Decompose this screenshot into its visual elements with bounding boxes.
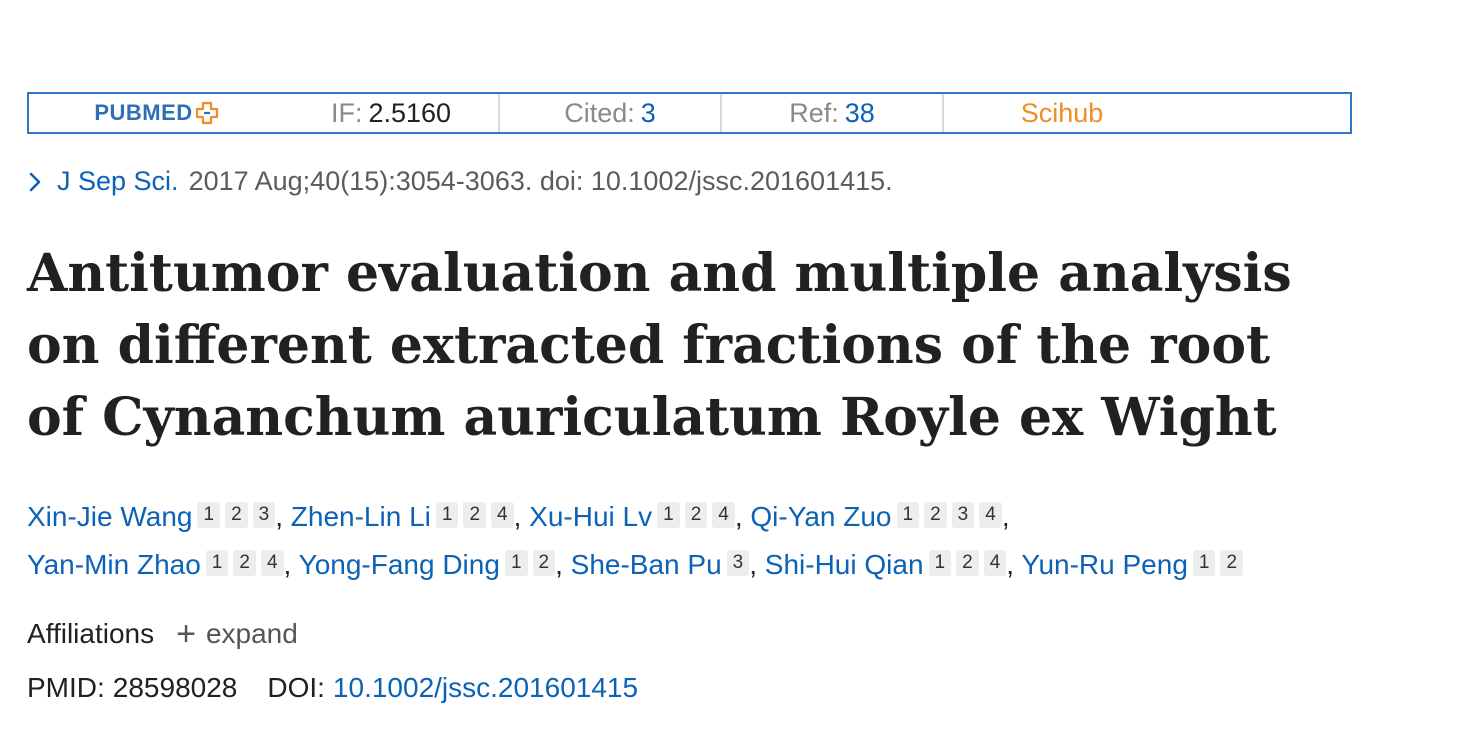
scihub-cell[interactable] <box>944 94 1180 132</box>
expand-label: expand <box>205 618 298 649</box>
affiliation-badge[interactable]: 1 <box>197 502 220 528</box>
affiliation-badge[interactable]: 1 <box>505 550 528 576</box>
cited-value[interactable]: 3 <box>640 97 656 128</box>
affiliation-badge[interactable]: 3 <box>952 502 975 528</box>
author-separator: , <box>1006 549 1022 580</box>
author-separator: , <box>283 549 299 580</box>
affiliation-badge[interactable]: 4 <box>979 502 1002 528</box>
author-link[interactable]: Xin-Jie Wang <box>27 501 193 532</box>
doi-link[interactable]: 10.1002/jssc.201601415 <box>332 672 639 703</box>
impact-factor <box>284 94 500 132</box>
affiliation-badge[interactable]: 2 <box>1220 550 1243 576</box>
cited-count[interactable] <box>500 94 722 132</box>
author-link[interactable]: Zhen-Lin Li <box>290 501 431 532</box>
affiliation-badge[interactable]: 2 <box>956 550 979 576</box>
affiliations-label: Affiliations <box>27 618 155 649</box>
affiliation-badge[interactable]: 4 <box>261 550 284 576</box>
affiliation-badge[interactable]: 2 <box>685 502 708 528</box>
impact-factor-value: 2.5160 <box>368 97 452 128</box>
article-title: Antitumor evaluation and multiple analysis on different extracted fractions of the root of Cynanchum auriculatum Royle ex Wight <box>27 243 1292 448</box>
affiliations-row <box>27 617 298 651</box>
ref-label: Ref: <box>789 97 839 128</box>
impact-factor-label: IF: <box>330 97 363 128</box>
citation-details: 2017 Aug;40(15):3054-3063. doi: 10.1002/jssc.201601415. <box>188 166 893 196</box>
author-link[interactable]: She-Ban Pu <box>570 549 722 580</box>
author-separator: , <box>275 501 291 532</box>
author-link[interactable]: Yan-Min Zhao <box>27 549 201 580</box>
journal-link[interactable]: J Sep Sci. <box>57 166 179 196</box>
author-separator: , <box>749 549 765 580</box>
pmid-value: 28598028 <box>112 672 238 703</box>
affiliation-badge[interactable]: 1 <box>897 502 920 528</box>
affiliation-badge[interactable]: 3 <box>727 550 750 576</box>
affiliation-badge[interactable]: 4 <box>491 502 514 528</box>
pubmed-logo-text: PUBMED <box>94 100 193 125</box>
author-link[interactable]: Yun-Ru Peng <box>1021 549 1188 580</box>
affiliation-badge[interactable]: 2 <box>225 502 248 528</box>
author-separator: , <box>555 549 571 580</box>
reference-count[interactable] <box>722 94 944 132</box>
affiliation-badge[interactable]: 2 <box>233 550 256 576</box>
scihub-link[interactable]: Scihub <box>1020 97 1104 128</box>
affiliation-badge[interactable]: 2 <box>533 550 556 576</box>
affiliation-badge[interactable]: 1 <box>929 550 952 576</box>
expand-affiliations-button[interactable] <box>176 617 298 651</box>
cited-label: Cited: <box>564 97 635 128</box>
plus-icon: + <box>176 615 196 653</box>
affiliation-badge[interactable]: 2 <box>924 502 947 528</box>
author-link[interactable]: Xu-Hui Lv <box>529 501 653 532</box>
author-separator: , <box>513 501 530 532</box>
author-separator: , <box>1001 501 1010 532</box>
author-link[interactable]: Qi-Yan Zuo <box>750 501 892 532</box>
article-info-bar <box>27 92 1352 134</box>
author-link[interactable]: Shi-Hui Qian <box>764 549 924 580</box>
author-link[interactable]: Yong-Fang Ding <box>298 549 500 580</box>
identifiers-row <box>27 672 638 704</box>
chevron-right-icon[interactable] <box>27 171 43 193</box>
pmid-label: PMID: <box>27 672 105 703</box>
ref-value[interactable]: 38 <box>844 97 875 128</box>
affiliation-badge[interactable]: 1 <box>436 502 459 528</box>
affiliation-badge[interactable]: 1 <box>657 502 680 528</box>
affiliation-badge[interactable]: 4 <box>712 502 735 528</box>
citation-line <box>27 166 893 197</box>
affiliation-badge[interactable]: 1 <box>206 550 229 576</box>
doi-label: DOI: <box>267 672 325 703</box>
affiliation-badge[interactable]: 2 <box>463 502 486 528</box>
author-separator: , <box>734 501 751 532</box>
affiliation-badge[interactable]: 4 <box>984 550 1007 576</box>
pubmed-logo[interactable] <box>29 94 284 132</box>
pubmed-plus-icon <box>195 101 219 125</box>
affiliation-badge[interactable]: 1 <box>1193 550 1216 576</box>
authors-list <box>27 493 1447 589</box>
affiliation-badge[interactable]: 3 <box>253 502 276 528</box>
